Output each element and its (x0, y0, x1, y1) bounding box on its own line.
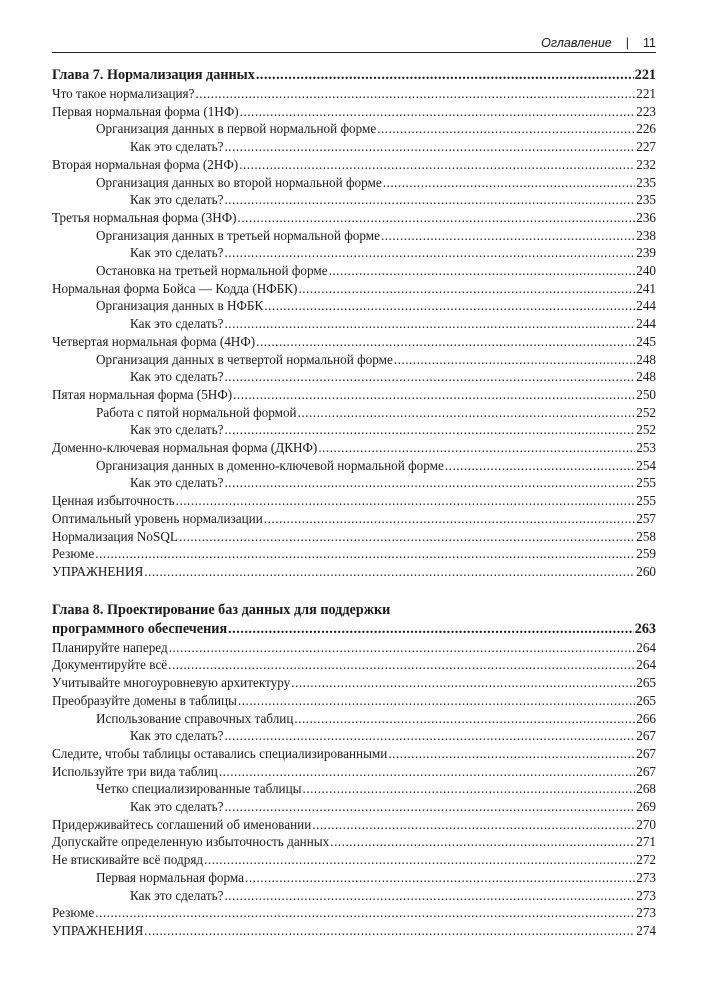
toc-entry-title: УПРАЖНЕНИЯ (52, 563, 144, 579)
toc-entry-page-number: 272 (636, 852, 656, 868)
toc-entry[interactable] (52, 780, 656, 798)
toc-entry-title: Как это сделать? (130, 139, 224, 155)
toc-entry[interactable] (52, 763, 656, 781)
toc-entry-title: Вторая нормальная форма (2НФ) (52, 156, 239, 172)
dot-leader (264, 297, 635, 315)
dot-leader (224, 727, 635, 745)
toc-entry[interactable] (52, 174, 656, 192)
toc-entry-page-number: 238 (636, 227, 656, 243)
toc-entry-page-number: 273 (636, 905, 656, 921)
toc-entry-title: Оптимальный уровень нормализации (52, 510, 263, 526)
dot-leader (144, 563, 635, 581)
dot-leader (224, 798, 635, 816)
toc-entry-page-number: 232 (636, 156, 656, 172)
chapter-title: программного обеспечения (52, 620, 228, 637)
dot-leader (176, 492, 636, 510)
toc-entry[interactable] (52, 639, 656, 657)
toc-entry[interactable] (52, 262, 656, 280)
toc-entry-title: Что такое нормализация? (52, 86, 195, 101)
toc-entry-title: Остановка на третьей нормальной форме (96, 263, 328, 279)
toc-entry-title: Четвертая нормальная форма (4НФ) (52, 333, 256, 349)
toc-entry-title: Преобразуйте домены в таблицы (52, 692, 237, 708)
toc-entry-page-number: 265 (636, 692, 656, 708)
dot-leader (219, 763, 635, 781)
running-header-separator: | (625, 36, 630, 50)
dot-leader (394, 351, 635, 369)
toc-entry-page-number: 252 (636, 404, 656, 420)
toc-entry-title: Резюме (52, 546, 95, 562)
toc-entry[interactable] (52, 656, 656, 674)
toc-entry-page-number: 235 (636, 192, 656, 208)
toc-entry[interactable] (52, 457, 656, 475)
toc-entry[interactable] (52, 528, 656, 546)
toc-entry-page-number: 267 (636, 728, 656, 744)
toc-entry[interactable] (52, 851, 656, 869)
dot-leader (224, 368, 635, 386)
toc-entry[interactable] (52, 368, 656, 386)
toc-entry-page-number: 267 (636, 763, 656, 779)
dot-leader (204, 851, 635, 869)
toc-entry-title: Как это сделать? (130, 799, 224, 815)
toc-entry-page-number: 221 (636, 86, 656, 101)
toc-entry-title: Ценная избыточность (52, 493, 175, 509)
toc-entry-page-number: 264 (636, 657, 656, 673)
dot-leader (224, 244, 635, 262)
toc-entry[interactable] (52, 545, 656, 563)
toc-entry[interactable] (52, 297, 656, 315)
toc-entry-page-number: 250 (636, 386, 656, 402)
toc-entry[interactable] (52, 887, 656, 905)
toc-entry-page-number: 248 (636, 351, 656, 367)
toc-entry-title: Планируйте наперед (52, 639, 168, 655)
toc-entry[interactable] (52, 745, 656, 763)
toc-entry-page-number: 264 (636, 639, 656, 655)
toc-entry-title: Четко специализированные таблицы (96, 781, 302, 797)
toc-entry-title: Учитывайте многоуровневую архитектуру (52, 675, 291, 691)
toc-entry[interactable] (52, 510, 656, 528)
chapter-page-number: 263 (634, 620, 656, 637)
toc-entry-title: Организация данных в НФБК (96, 298, 264, 314)
dot-leader (195, 85, 635, 103)
toc-entry[interactable] (52, 869, 656, 887)
toc-entry-title: Третья нормальная форма (3НФ) (52, 209, 237, 225)
toc-entry-page-number: 260 (636, 563, 656, 579)
table-of-contents (52, 66, 656, 940)
toc-entry[interactable] (52, 904, 656, 922)
toc-entry-page-number: 254 (636, 457, 656, 473)
toc-entry-page-number: 255 (636, 493, 656, 509)
toc-entry-page-number: 257 (636, 510, 656, 526)
toc-entry-page-number: 265 (636, 675, 656, 691)
toc-entry-page-number: 258 (636, 528, 656, 544)
chapter-title-line: Глава 8. Проектирование баз данных для поддержки (52, 601, 391, 618)
toc-entry[interactable] (52, 244, 656, 262)
toc-entry-page-number: 270 (636, 816, 656, 832)
dot-leader (381, 227, 635, 245)
toc-entry-title: Используйте три вида таблиц (52, 763, 218, 779)
dot-leader (318, 439, 635, 457)
toc-entry-page-number: 269 (636, 799, 656, 815)
toc-entry-page-number: 227 (636, 139, 656, 155)
toc-entry[interactable] (52, 404, 656, 422)
toc-entry-title: Доменно-ключевая нормальная форма (ДКНФ) (52, 440, 318, 456)
toc-entry[interactable] (52, 816, 656, 834)
chapter-page-number: 221 (634, 67, 656, 83)
toc-entry-page-number: 259 (636, 546, 656, 562)
toc-entry[interactable] (52, 138, 656, 156)
toc-entry-page-number: 235 (636, 174, 656, 190)
toc-entry-title: УПРАЖНЕНИЯ (52, 922, 144, 938)
toc-entry-title: Как это сделать? (130, 422, 224, 438)
toc-entry[interactable] (52, 563, 656, 581)
toc-entry[interactable] (52, 120, 656, 138)
toc-entry-title: Организация данных в первой нормальной форме (96, 121, 377, 137)
toc-entry-page-number: 274 (636, 922, 656, 938)
toc-entry-title: Использование справочных таблиц (96, 710, 294, 726)
toc-entry-page-number: 223 (636, 103, 656, 119)
toc-entry[interactable] (52, 421, 656, 439)
toc-entry[interactable] (52, 492, 656, 510)
toc-entry[interactable] (52, 280, 656, 298)
chapter-heading[interactable] (52, 620, 656, 639)
dot-leader (298, 280, 635, 298)
toc-entry-page-number: 268 (636, 781, 656, 797)
dot-leader (238, 692, 635, 710)
toc-entry-page-number: 236 (636, 209, 656, 225)
toc-entry-title: Как это сделать? (130, 369, 224, 385)
running-header-section: Оглавление (541, 36, 612, 50)
toc-entry-page-number: 248 (636, 369, 656, 385)
dot-leader (330, 833, 635, 851)
toc-entry-page-number: 240 (636, 263, 656, 279)
toc-entry[interactable] (52, 227, 656, 245)
dot-leader (291, 674, 635, 692)
toc-entry[interactable] (52, 85, 656, 103)
dot-leader (303, 780, 636, 798)
dot-leader (298, 404, 636, 422)
toc-entry-page-number: 245 (636, 333, 656, 349)
chapter-heading[interactable] (52, 66, 656, 85)
toc-entry-title: Следите, чтобы таблицы оставались специализированными (52, 745, 388, 761)
toc-entry[interactable] (52, 692, 656, 710)
running-header-page-number: 11 (643, 36, 656, 50)
toc-entry-title: Как это сделать? (130, 887, 224, 903)
dot-leader (95, 545, 635, 563)
toc-entry-page-number: 239 (636, 245, 656, 261)
dot-leader (294, 710, 635, 728)
toc-entry[interactable] (52, 674, 656, 692)
dot-leader (245, 869, 635, 887)
toc-entry[interactable] (52, 439, 656, 457)
toc-entry[interactable] (52, 351, 656, 369)
chapter-block (52, 601, 656, 940)
toc-entry-title: Как это сделать? (130, 316, 224, 332)
toc-entry-title: Как это сделать? (130, 192, 224, 208)
toc-entry-page-number: 241 (636, 280, 656, 296)
toc-entry[interactable] (52, 333, 656, 351)
dot-leader (445, 457, 635, 475)
toc-entry-title: Допускайте определенную избыточность данных (52, 834, 330, 850)
toc-entry-title: Как это сделать? (130, 475, 224, 491)
toc-entry[interactable] (52, 833, 656, 851)
dot-leader (224, 191, 635, 209)
dot-leader (95, 904, 635, 922)
dot-leader (233, 386, 635, 404)
toc-entry-title: Как это сделать? (130, 728, 224, 744)
toc-entry-title: Документируйте всё (52, 657, 168, 673)
toc-entry-page-number: 244 (636, 298, 656, 314)
dot-leader (240, 103, 636, 121)
toc-entry-page-number: 244 (636, 316, 656, 332)
dot-leader (329, 262, 636, 280)
toc-entry-title: Как это сделать? (130, 245, 224, 261)
toc-entry[interactable] (52, 727, 656, 745)
toc-entry-page-number: 273 (636, 887, 656, 903)
dot-leader (169, 639, 636, 657)
dot-leader (383, 174, 636, 192)
toc-entry-page-number: 255 (636, 475, 656, 491)
dot-leader (228, 620, 634, 639)
dot-leader (224, 138, 635, 156)
dot-leader (256, 66, 634, 85)
dot-leader (256, 333, 635, 351)
toc-entry[interactable] (52, 315, 656, 333)
toc-entry[interactable] (52, 209, 656, 227)
toc-entry-page-number: 267 (636, 745, 656, 761)
toc-entry-title: Нормальная форма Бойса — Кодда (НФБК) (52, 280, 298, 296)
toc-entry-title: Первая нормальная форма (96, 869, 245, 885)
chapter-block (52, 66, 656, 581)
dot-leader (388, 745, 635, 763)
toc-entry-title: Работа с пятой нормальной формой (96, 404, 297, 420)
dot-leader (224, 421, 635, 439)
dot-leader (224, 315, 635, 333)
dot-leader (377, 120, 635, 138)
dot-leader (312, 816, 635, 834)
toc-entry-page-number: 252 (636, 422, 656, 438)
toc-entry[interactable] (52, 191, 656, 209)
dot-leader (238, 209, 636, 227)
dot-leader (224, 474, 635, 492)
toc-entry-page-number: 271 (636, 834, 656, 850)
toc-entry-page-number: 253 (636, 440, 656, 456)
chapter-title: Глава 7. Нормализация данных (52, 67, 255, 83)
toc-entry-title: Резюме (52, 905, 95, 921)
toc-entry-title: Организация данных в четвертой нормальной форме (96, 351, 393, 367)
dot-leader (179, 528, 635, 546)
toc-entry-title: Придерживайтесь соглашений об именовании (52, 816, 312, 832)
dot-leader (168, 656, 635, 674)
toc-entry-title: Первая нормальная форма (1НФ) (52, 103, 239, 119)
toc-entry[interactable] (52, 156, 656, 174)
dot-leader (224, 887, 635, 905)
toc-entry-title: Нормализация NoSQL (52, 528, 178, 544)
toc-entry-page-number: 273 (636, 869, 656, 885)
toc-entry[interactable] (52, 710, 656, 728)
toc-entry[interactable] (52, 103, 656, 121)
toc-entry[interactable] (52, 474, 656, 492)
toc-entry-title: Организация данных в доменно-ключевой нормальной форме (96, 457, 444, 473)
toc-entry[interactable] (52, 386, 656, 404)
dot-leader (239, 156, 635, 174)
toc-entry-title: Организация данных в третьей нормальной форме (96, 227, 380, 243)
dot-leader (264, 510, 635, 528)
dot-leader (144, 922, 635, 940)
toc-entry[interactable] (52, 798, 656, 816)
running-header (52, 30, 656, 53)
toc-entry-title: Организация данных во второй нормальной форме (96, 174, 382, 190)
toc-entry-title: Пятая нормальная форма (5НФ) (52, 386, 233, 402)
toc-entry-page-number: 226 (636, 121, 656, 137)
toc-entry[interactable] (52, 922, 656, 940)
toc-entry-page-number: 266 (636, 710, 656, 726)
toc-entry-title: Не втискивайте всё подряд (52, 852, 204, 868)
